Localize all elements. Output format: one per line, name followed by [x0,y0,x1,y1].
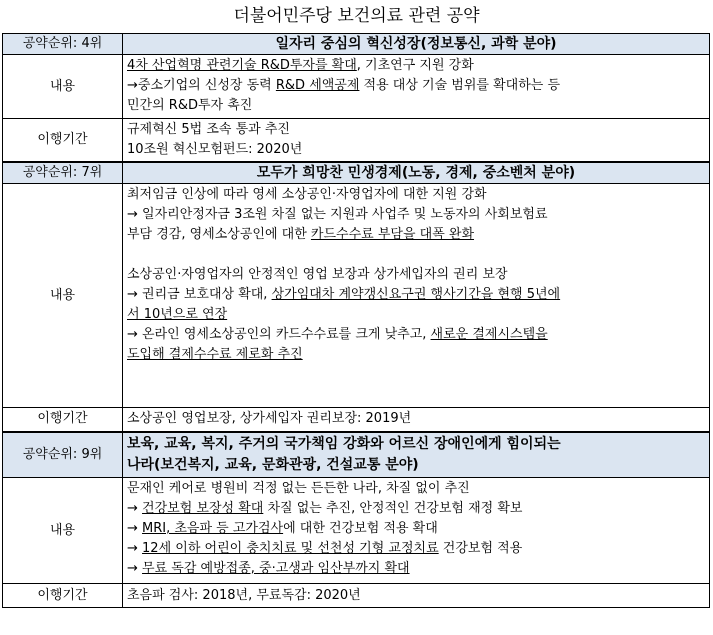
content-label: 내용 [3,184,123,408]
pledge-heading: 일자리 중심의 혁신성장(정보통신, 과학 분야) [123,34,710,55]
content-label: 내용 [3,478,123,584]
content-line: → 권리금 보호대상 확대, 상가임대차 계약갱신요구권 행사기간을 현행 5년에 [127,287,561,302]
content-line: → MRI, 초음파 등 고가검사에 대한 건강보험 적용 확대 [127,521,438,536]
content-label: 내용 [3,55,123,119]
period-row [3,408,710,432]
pledge-heading-line: 보육, 교육, 복지, 주거의 국가책임 강화와 어르신 장애인에게 힘이되는 [127,435,561,452]
pledge-heading: 모두가 희망찬 민생경제(노동, 경제, 중소벤처 분야) [123,162,710,184]
content-cell [123,184,710,408]
pledge-heading-line: 나라(보건복지, 교육, 문화관광, 건설교통 분야) [127,456,419,473]
period-line: 초음파 검사: 2018년, 무료독감: 2020년 [127,587,361,603]
period-line: 소상공인 영업보장, 상가세입자 권리보장: 2019년 [127,411,412,427]
content-line: →중소기업의 신성장 동력 R&D 세액공제 적용 대상 기술 범위를 확대하는 등 [127,78,561,93]
content-line: → 온라인 영세소상공인의 카드수수료를 크게 낮추고, 새로운 결제시스템을 [127,327,548,342]
period-row [3,119,710,162]
period-cell [123,408,710,432]
period-row [3,584,710,608]
content-cell [123,478,710,584]
period-label: 이행기간 [3,584,123,608]
content-line: → 무료 독감 예방접종, 중·고생과 임산부까지 확대 [127,561,410,576]
pledge-heading [123,432,710,478]
content-line: 문재인 케어로 병원비 걱정 없는 든든한 나라, 차질 없이 추진 [127,481,470,496]
period-label: 이행기간 [3,119,123,162]
pledge-rank: 공약순위: 7위 [3,162,123,184]
content-cell [123,55,710,119]
pledge-table [2,33,710,608]
content-row [3,55,710,119]
period-line: 규제혁신 5법 조속 통과 추진 [127,122,290,137]
content-line: → 건강보험 보장성 확대 차질 없는 추진, 안정적인 건강보험 재정 확보 [127,501,523,516]
period-cell [123,119,710,162]
period-label: 이행기간 [3,408,123,432]
content-line: 소상공인·자영업자의 안정적인 영업 보장과 상가세입자의 권리 보장 [127,267,508,282]
content-line: → 일자리안정자금 3조원 차질 없는 지원과 사업주 및 노동자의 사회보험료 [127,207,548,222]
period-cell [123,584,710,608]
content-spacer [127,245,705,265]
content-line: 도입해 결제수수료 제로화 추진 [127,347,303,362]
pledge-rank: 공약순위: 9위 [3,432,123,478]
pledge-rank: 공약순위: 4위 [3,34,123,55]
content-line: 부담 경감, 영세소상공인에 대한 카드수수료 부담을 대폭 완화 [127,227,475,242]
content-row [3,184,710,408]
page-title: 더불어민주당 보건의료 관련 공약 [233,6,480,26]
section-header-row [3,34,710,55]
content-line: → 12세 이하 어린이 충치치료 및 선천성 기형 교정치료 건강보험 적용 [127,541,523,556]
section-header-row [3,432,710,478]
content-line: 최저임금 인상에 따라 영세 소상공인·자영업자에 대한 지원 강화 [127,187,487,202]
content-line: 4차 산업혁명 관련기술 R&D투자를 확대, 기초연구 지원 강화 [127,58,474,73]
content-row [3,478,710,584]
content-line: 서 10년으로 연장 [127,307,228,322]
period-line: 10조원 혁신모험펀드: 2020년 [127,142,303,157]
section-header-row [3,162,710,184]
content-line: 민간의 R&D투자 촉진 [127,98,253,113]
